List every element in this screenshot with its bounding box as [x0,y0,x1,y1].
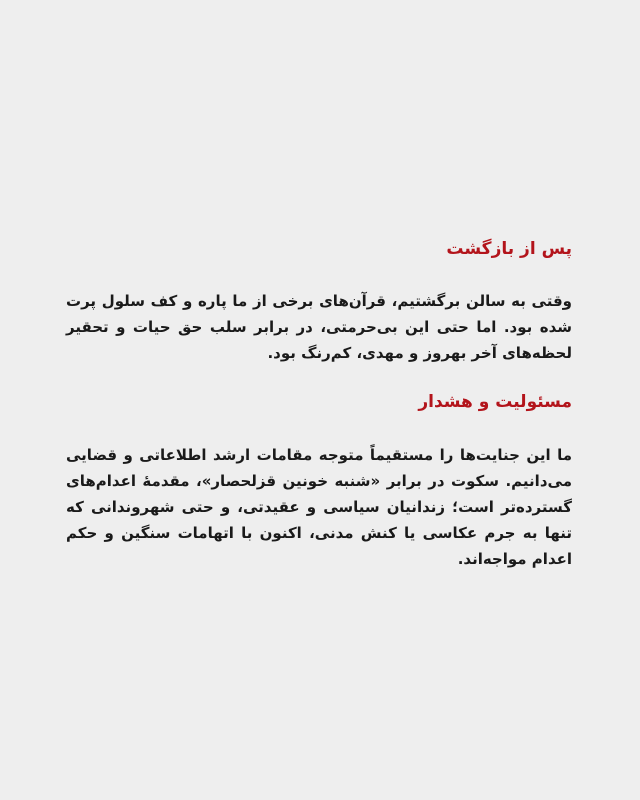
article-content [66,236,572,572]
section-body-after-return: وقتی به سالن برگشتیم، قرآن‌های برخی از ما پاره و کف سلول پرت شده بود. اما حتی این بی‌حرمتی، در برابر سلب حق حیات و تحقیر لحظه‌های آخر بهروز و مهدی، کم‌رنگ بود. [66,292,572,362]
section-heading-after-return: پس از بازگشت [446,239,572,259]
section-heading-responsibility-warning: مسئولیت و هشدار [418,392,572,412]
section-body-responsibility-warning: ما این جنایت‌ها را مستقیماً متوجه مقامات ارشد اطلاعاتی و قضایی می‌دانیم. سکوت در برابر «شنبه خونین قزلحصار»، مقدمهٔ اعدام‌های گسترده‌تر است؛ زندانیان سیاسی و عقیدتی، و حتی شهروندانی که تنها به جرم عکاسی یا کنش مدنی، اکنون با اتهامات سنگین و حکم اعدام مواجه‌اند. [66,446,572,568]
